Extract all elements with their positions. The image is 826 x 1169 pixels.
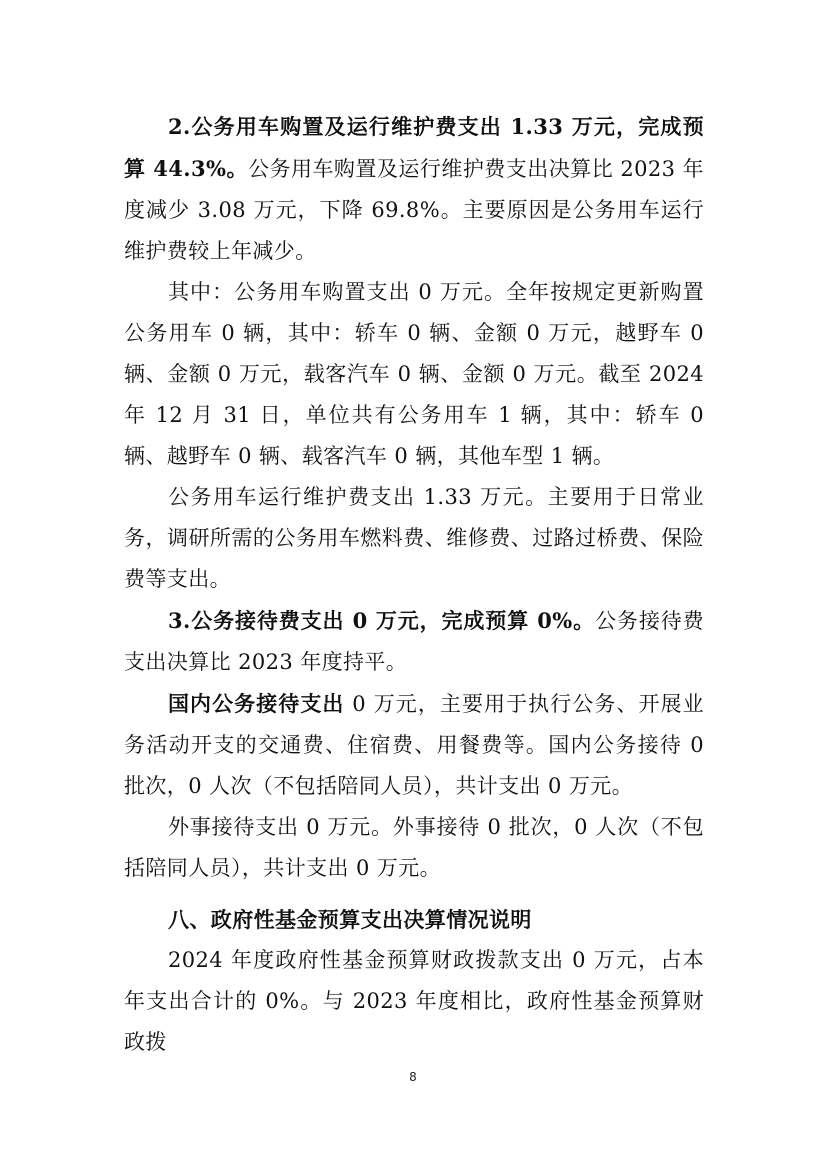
- paragraph-domestic-reception: [124, 683, 704, 807]
- paragraph-foreign-reception: 外事接待支出 0 万元。外事接待 0 批次，0 人次（不包括陪同人员），共计支出 0 万元。: [124, 815, 704, 880]
- vehicle-expense-detail: 公务用车购置及运行维护费支出决算比 2023 年度减少 3.08 万元，下降 69.8%。主要原因是公务用车运行维护费较上年减少。: [124, 157, 704, 263]
- paragraph-government-fund: 2024 年度政府性基金预算财政拨款支出 0 万元，占本年支出合计的 0%。与 2023 年度相比，政府性基金预算财政拨: [124, 948, 704, 1054]
- vehicle-expense-summary: 2.公务用车购置及运行维护费支出 1.33 万元，完成预算 44.3%。: [124, 114, 704, 181]
- reception-expense-detail: 公务接待费支出决算比 2023 年度持平。: [124, 609, 705, 674]
- domestic-reception-label: 国内公务接待支出: [168, 691, 345, 716]
- paragraph-reception-expense: [124, 600, 704, 683]
- page-number: 8: [409, 1070, 417, 1084]
- document-body: [124, 106, 704, 1063]
- domestic-reception-detail: 0 万元，主要用于执行公务、开展业务活动开支的交通费、住宿费、用餐费等。国内公务接待 0 批次，0 人次（不包括陪同人员），共计支出 0 万元。: [124, 692, 704, 798]
- section-heading-government-fund: 八、政府性基金预算支出决算情况说明: [168, 907, 532, 932]
- paragraph-vehicle-maintenance: 公务用车运行维护费支出 1.33 万元。主要用于日常业务，调研所需的公务用车燃料费、维修费、过路过桥费、保险费等支出。: [124, 485, 704, 591]
- reception-expense-summary: 3.公务接待费支出 0 万元，完成预算 0%。: [168, 608, 596, 633]
- paragraph-vehicle-purchase: 其中：公务用车购置支出 0 万元。全年按规定更新购置公务用车 0 辆，其中：轿车 0 辆、金额 0 万元，越野车 0 辆、金额 0 万元，载客汽车 0 辆、金额 0 万元。截至 2024 年 12 月 31 日，单位共有公务用车 1 辆，其中：轿车 0 辆、越野车 0 辆、载客汽车 0 辆，其他车型 1 辆。: [124, 280, 704, 468]
- paragraph-vehicle-expense: [124, 106, 704, 272]
